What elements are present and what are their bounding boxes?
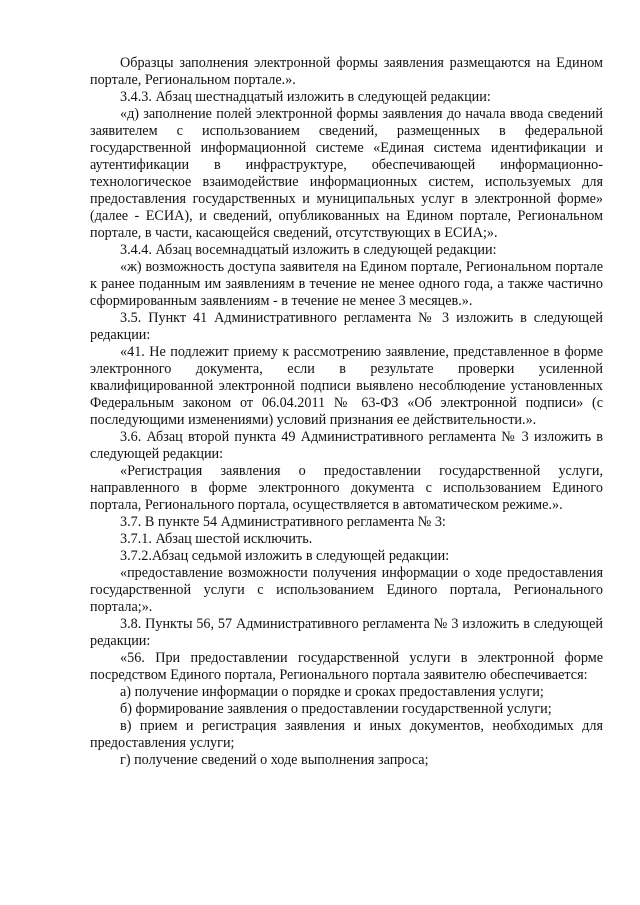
paragraph: 3.5. Пункт 41 Административного регламента № 3 изложить в следующей редакции: <box>90 310 603 343</box>
paragraph: 3.7.1. Абзац шестой исключить. <box>120 531 313 547</box>
paragraph: 3.8. Пункты 56, 57 Административного регламента № 3 изложить в следующей редакции: <box>90 616 603 649</box>
paragraph: 3.4.4. Абзац восемнадцатый изложить в следующей редакции: <box>120 242 497 258</box>
paragraph: в) прием и регистрация заявления и иных документов, необходимых для предоставления услуги; <box>90 718 603 751</box>
paragraph: а) получение информации о порядке и сроках предоставления услуги; <box>120 684 544 700</box>
paragraph: «Регистрация заявления о предоставлении государственной услуги, направленного в форме электронного документа с использованием Единого портала, Регионального портала, осуществляется в автоматическом режиме.». <box>90 463 603 513</box>
paragraph: 3.7. В пункте 54 Административного регламента № 3: <box>120 514 446 530</box>
document-body <box>90 55 603 769</box>
paragraph: б) формирование заявления о предоставлении государственной услуги; <box>120 701 552 717</box>
paragraph: «ж) возможность доступа заявителя на Едином портале, Региональном портале к ранее поданным им заявлениям в течение не менее одного года, а также частично сформированным заявлениям - в течение не менее 3 месяцев.». <box>90 259 603 309</box>
paragraph: «д) заполнение полей электронной формы заявления до начала ввода сведений заявителем с использованием сведений, размещенных в федеральной государственной информационной системе «Единая система идентификации и аутентификации в инфраструктуре, обеспечивающей информационно-технологическое взаимодействие информационных систем, используемых для предоставления государственных и муниципальных услуг в электронной форме» (далее - ЕСИА), и сведений, опубликованных на Едином портале, Региональном портале, в части, касающейся сведений, отсутствующих в ЕСИА;». <box>90 106 603 241</box>
paragraph: «41. Не подлежит приему к рассмотрению заявление, представленное в форме электронного документа, если в результате проверки усиленной квалифицированной электронной подписи выявлено несоблюдение установленных Федеральным законом от 06.04.2011 № 63-ФЗ «Об электронной подписи» (с последующими изменениями) условий признания ее действительности.». <box>90 344 603 428</box>
paragraph: 3.7.2.Абзац седьмой изложить в следующей редакции: <box>120 548 450 564</box>
paragraph: 3.6. Абзац второй пункта 49 Административного регламента № 3 изложить в следующей редакции: <box>90 429 603 462</box>
paragraph: 3.4.3. Абзац шестнадцатый изложить в следующей редакции: <box>120 89 491 105</box>
paragraph: Образцы заполнения электронной формы заявления размещаются на Едином портале, Региональном портале.». <box>90 55 603 88</box>
paragraph: «предоставление возможности получения информации о ходе предоставления государственной услуги с использованием Единого портала, Регионального портала;». <box>90 565 603 615</box>
paragraph: «56. При предоставлении государственной услуги в электронной форме посредством Единого портала, Регионального портала заявителю обеспечивается: <box>90 650 603 683</box>
paragraph: г) получение сведений о ходе выполнения запроса; <box>120 752 429 768</box>
